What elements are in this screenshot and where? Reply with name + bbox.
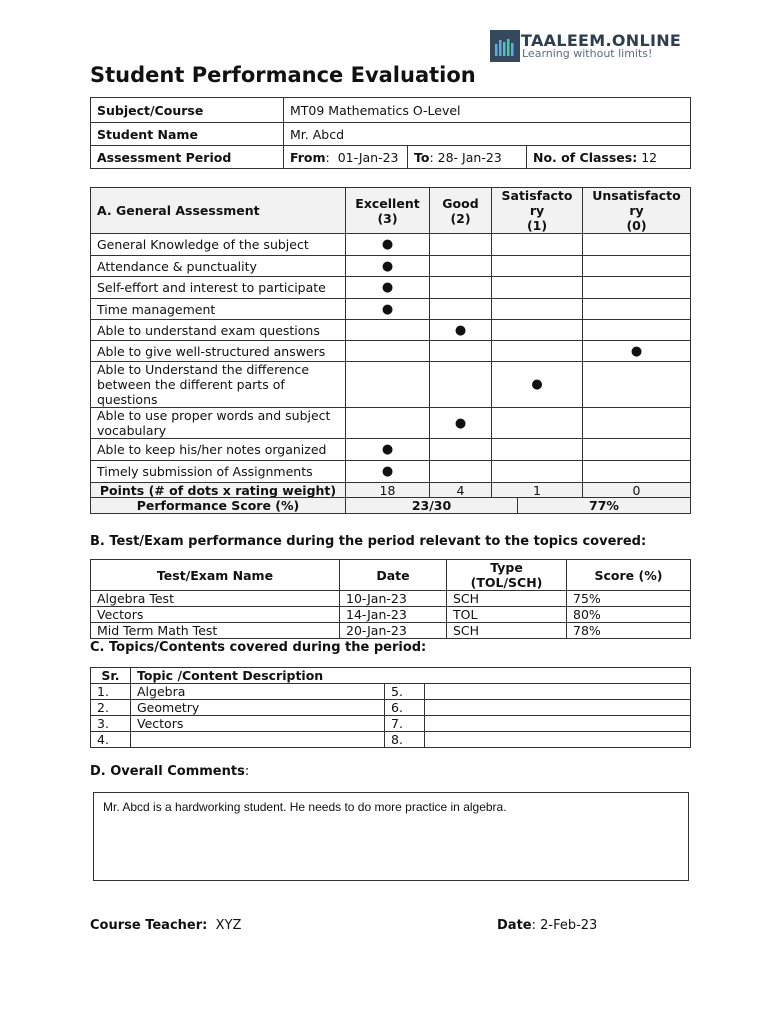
- teacher-label: Course Teacher:: [90, 918, 208, 933]
- comments-text: Mr. Abcd is a hardworking student. He needs to do more practice in algebra.: [103, 800, 507, 814]
- classes-label: No. of Classes:: [533, 149, 638, 165]
- rating-cell-unsatisfactory: [583, 362, 691, 408]
- rating-cell-excellent: [346, 277, 430, 299]
- table-row: [91, 716, 691, 732]
- to-value: 28- Jan-23: [437, 149, 502, 165]
- performance-score-percent: 77%: [518, 498, 691, 514]
- test-date: 20-Jan-23: [340, 623, 447, 639]
- tests-table: [90, 559, 691, 639]
- criterion-label: Able to use proper words and subject vocabulary: [91, 408, 346, 439]
- rating-cell-good: [430, 234, 492, 256]
- table-row: [91, 684, 691, 700]
- test-type: SCH: [447, 591, 567, 607]
- rating-cell-satisfactory: [492, 362, 583, 408]
- classes-count: [527, 146, 691, 169]
- rating-cell-unsatisfactory: [583, 408, 691, 439]
- test-header-date: Date: [340, 560, 447, 591]
- criterion-label: Able to keep his/her notes organized: [91, 439, 346, 461]
- topic-desc: Algebra: [131, 684, 385, 700]
- criterion-label: Able to give well-structured answers: [91, 341, 346, 362]
- rating-dot: ●: [454, 415, 467, 431]
- rating-dot: ●: [381, 301, 394, 317]
- to-label: To: [414, 149, 430, 165]
- classes-value: 12: [641, 149, 658, 165]
- rating-cell-unsatisfactory: [583, 439, 691, 461]
- topic-desc: Vectors: [131, 716, 385, 732]
- rating-cell-satisfactory: [492, 299, 583, 320]
- topics-desc-header: Topic /Content Description: [131, 668, 691, 684]
- topic-sr: 7.: [385, 716, 425, 732]
- logo-icon: [490, 30, 520, 62]
- table-row: [91, 320, 691, 341]
- topic-desc: [425, 700, 691, 716]
- rating-cell-satisfactory: [492, 439, 583, 461]
- rating-cell-excellent: [346, 362, 430, 408]
- period-to: To: 28- Jan-23: [408, 146, 527, 169]
- student-name-value: Mr. Abcd: [284, 123, 691, 146]
- test-name: Algebra Test: [91, 591, 340, 607]
- rating-cell-satisfactory: [492, 234, 583, 256]
- brand-name: TAALEEM.ONLINE: [521, 31, 682, 50]
- rating-cell-unsatisfactory: [583, 277, 691, 299]
- rating-cell-good: [430, 439, 492, 461]
- rating-cell-unsatisfactory: [583, 320, 691, 341]
- rating-cell-good: [430, 408, 492, 439]
- topic-sr: 1.: [91, 684, 131, 700]
- col-good: Good (2): [430, 188, 492, 234]
- topic-sr: 4.: [91, 732, 131, 748]
- rating-cell-unsatisfactory: [583, 461, 691, 483]
- test-date: 10-Jan-23: [340, 591, 447, 607]
- criterion-label: Timely submission of Assignments: [91, 461, 346, 483]
- page-title: Student Performance Evaluation: [90, 63, 476, 87]
- table-row: [91, 277, 691, 299]
- rating-cell-good: [430, 299, 492, 320]
- rating-cell-satisfactory: [492, 320, 583, 341]
- rating-cell-excellent: [346, 408, 430, 439]
- brand-tagline: Learning without limits!: [522, 47, 653, 60]
- points-satisfactory: 1: [492, 483, 583, 499]
- test-name: Mid Term Math Test: [91, 623, 340, 639]
- general-assessment-heading: A. General Assessment: [91, 188, 346, 234]
- table-row: [91, 256, 691, 277]
- criterion-label: Attendance & punctuality: [91, 256, 346, 277]
- rating-cell-satisfactory: [492, 461, 583, 483]
- topic-desc: [425, 732, 691, 748]
- topic-desc: [425, 684, 691, 700]
- subject-value: MT09 Mathematics O-Level: [284, 98, 691, 123]
- course-teacher: [90, 918, 241, 933]
- period-from: From: 01-Jan-23: [284, 146, 408, 169]
- assessment-period-label: Assessment Period: [91, 146, 284, 169]
- rating-dot: ●: [531, 377, 543, 392]
- rating-cell-excellent: [346, 256, 430, 277]
- col-satisfactory: Satisfacto ry (1): [492, 188, 583, 234]
- rating-cell-satisfactory: [492, 277, 583, 299]
- rating-cell-unsatisfactory: [583, 299, 691, 320]
- rating-cell-satisfactory: [492, 341, 583, 362]
- topic-sr: 6.: [385, 700, 425, 716]
- test-type: SCH: [447, 623, 567, 639]
- rating-dot: ●: [381, 442, 394, 457]
- col-excellent: Excellent (3): [346, 188, 430, 234]
- topics-sr-header: Sr.: [91, 668, 131, 684]
- table-row: [91, 439, 691, 461]
- topic-sr: 2.: [91, 700, 131, 716]
- table-row: [91, 299, 691, 320]
- date-value: : 2-Feb-23: [531, 918, 598, 933]
- test-header-type: Type (TOL/SCH): [447, 560, 567, 591]
- points-excellent: 18: [346, 483, 430, 499]
- rating-cell-good: [430, 362, 492, 408]
- table-row: [91, 700, 691, 716]
- from-label: From: [290, 149, 326, 165]
- points-good: 4: [430, 483, 492, 499]
- table-row: [91, 461, 691, 483]
- test-date: 14-Jan-23: [340, 607, 447, 623]
- table-row: [91, 591, 691, 607]
- from-value: 01-Jan-23: [337, 149, 399, 165]
- test-header-name: Test/Exam Name: [91, 560, 340, 591]
- rating-cell-unsatisfactory: [583, 234, 691, 256]
- table-row: [91, 623, 691, 639]
- rating-cell-excellent: [346, 299, 430, 320]
- info-table: [90, 97, 691, 169]
- points-unsatisfactory: 0: [583, 483, 691, 499]
- rating-cell-unsatisfactory: [583, 341, 691, 362]
- topic-desc: [425, 716, 691, 732]
- rating-cell-excellent: [346, 461, 430, 483]
- table-row: [91, 607, 691, 623]
- rating-cell-excellent: [346, 341, 430, 362]
- col-unsatisfactory: Unsatisfacto ry (0): [583, 188, 691, 234]
- rating-cell-satisfactory: [492, 408, 583, 439]
- rating-dot: ●: [630, 343, 643, 359]
- rating-dot: ●: [381, 464, 394, 479]
- test-name: Vectors: [91, 607, 340, 623]
- rating-cell-excellent: [346, 234, 430, 256]
- topic-sr: 8.: [385, 732, 425, 748]
- points-label: Points (# of dots x rating weight): [91, 483, 346, 499]
- rating-dot: ●: [381, 280, 394, 295]
- table-row: [91, 341, 691, 362]
- test-score: 80%: [567, 607, 691, 623]
- rating-dot: ●: [381, 237, 394, 252]
- section-d-heading: D. Overall Comments:: [90, 764, 250, 779]
- teacher-value: XYZ: [215, 918, 242, 933]
- criterion-label: Time management: [91, 299, 346, 320]
- test-score: 78%: [567, 623, 691, 639]
- rating-dot: ●: [381, 258, 394, 274]
- rating-cell-good: [430, 461, 492, 483]
- test-header-score: Score (%): [567, 560, 691, 591]
- criterion-label: General Knowledge of the subject: [91, 234, 346, 256]
- section-c-heading: C. Topics/Contents covered during the period:: [90, 640, 427, 655]
- table-row: [91, 234, 691, 256]
- test-type: TOL: [447, 607, 567, 623]
- rating-cell-good: [430, 256, 492, 277]
- topic-sr: 3.: [91, 716, 131, 732]
- rating-cell-excellent: [346, 439, 430, 461]
- general-assessment-table: [90, 187, 691, 499]
- performance-score-label: Performance Score (%): [91, 498, 346, 514]
- section-b-heading: B. Test/Exam performance during the period relevant to the topics covered:: [90, 534, 647, 549]
- date-label: Date: [497, 918, 532, 933]
- rating-cell-good: [430, 277, 492, 299]
- topic-sr: 5.: [385, 684, 425, 700]
- rating-dot: ●: [454, 322, 467, 338]
- table-row: [91, 408, 691, 439]
- topic-desc: Geometry: [131, 700, 385, 716]
- criterion-label: Self-effort and interest to participate: [91, 277, 346, 299]
- criterion-label: Able to Understand the difference between the different parts of questions: [91, 362, 346, 408]
- rating-cell-good: [430, 341, 492, 362]
- criterion-label: Able to understand exam questions: [91, 320, 346, 341]
- topic-desc: [131, 732, 385, 748]
- performance-score-table: [90, 497, 691, 514]
- rating-cell-excellent: [346, 320, 430, 341]
- test-score: 75%: [567, 591, 691, 607]
- subject-label: Subject/Course: [91, 98, 284, 123]
- rating-cell-unsatisfactory: [583, 256, 691, 277]
- report-date: [497, 918, 597, 933]
- performance-score-fraction: 23/30: [346, 498, 518, 514]
- topics-table: [90, 667, 691, 748]
- rating-cell-satisfactory: [492, 256, 583, 277]
- rating-cell-good: [430, 320, 492, 341]
- student-name-label: Student Name: [91, 123, 284, 146]
- table-row: [91, 732, 691, 748]
- table-row: [91, 362, 691, 408]
